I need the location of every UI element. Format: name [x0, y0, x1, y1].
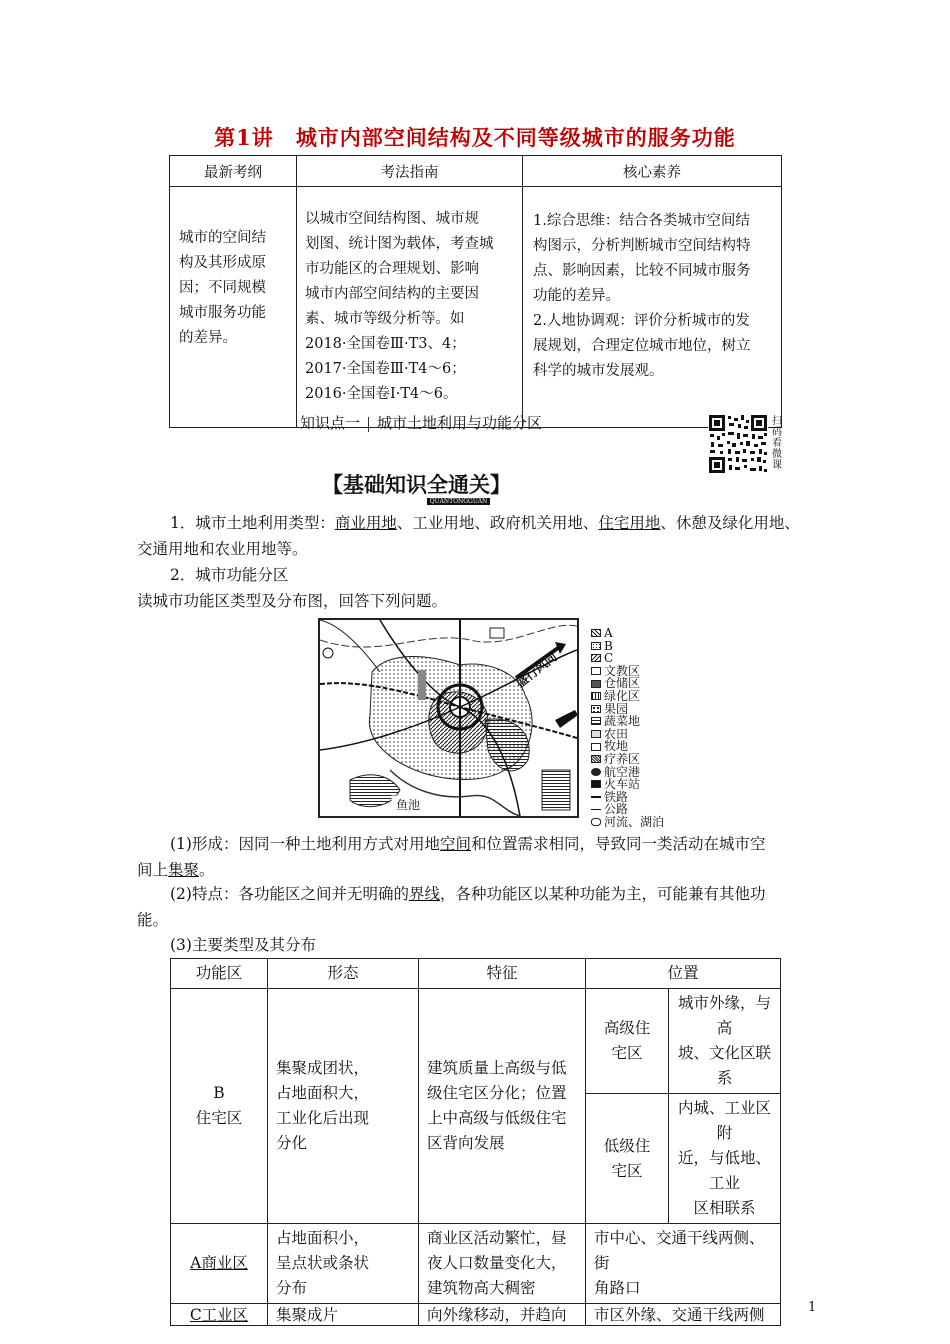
- syllabus-cell: 城市的空间结 构及其形成原 因；不同规模 城市服务功能 的差异。: [170, 187, 297, 428]
- literacy-cell: 1.综合思维：结合各类城市空间结 构图示，分析判断城市空间结构特 点、影响因素，比较不同城市服务 功能的差异。 2.人地协调观：评价分析城市的发 展规划，合理定位城市地位，树立 科学的城市发展观。: [523, 187, 782, 428]
- pond-label: 鱼池: [396, 798, 421, 812]
- table-cell: 集聚成片: [268, 1304, 419, 1326]
- table-cell: 向外缘移动，并趋向: [419, 1304, 586, 1326]
- legend-item: A: [591, 627, 664, 640]
- table-cell: 高级住 宅区: [586, 989, 669, 1094]
- table-header: 位置: [586, 959, 781, 989]
- table-header: 形态: [268, 959, 419, 989]
- table-header: 核心素养: [523, 156, 782, 187]
- table-cell: A商业区: [171, 1224, 268, 1304]
- table-cell: 集聚成团状， 占地面积大， 工业化后出现 分化: [268, 989, 419, 1224]
- syllabus-table: [169, 155, 782, 428]
- legend-item: B: [591, 640, 664, 653]
- function-zone-table: [170, 958, 781, 1326]
- table-header: 功能区: [171, 959, 268, 989]
- table-cell: 商业区活动繁忙，昼 夜人口数量变化大， 建筑物高大稠密: [419, 1224, 586, 1304]
- table-cell: 低级住 宅区: [586, 1094, 669, 1224]
- legend-item: 火车站: [591, 778, 664, 791]
- legend-item: 仓储区: [591, 677, 664, 690]
- table-header: 最新考纲: [170, 156, 297, 187]
- formation-paragraph: (1)形成：因同一种土地利用方式对用地空间和位置需求相同，导致同一类活动在城市空: [170, 835, 766, 853]
- legend-item: 航空港: [591, 766, 664, 779]
- table-cell: 市中心、交通干线两侧、街 角路口: [586, 1224, 781, 1304]
- legend-item: 河流、湖泊: [591, 816, 664, 829]
- legend-item: 公路: [591, 803, 664, 816]
- knowledge-point-heading: 知识点一 城市土地利用与功能分区: [300, 414, 543, 432]
- table-cell: 建筑质量上高级与低 级住宅区分化；位置 上中高级与低级住宅 区背向发展: [419, 989, 586, 1224]
- table-cell: 内城、工业区附 近，与低地、工业 区相联系: [669, 1094, 781, 1224]
- instruction-text: 读城市功能区类型及分布图，回答下列问题。: [137, 592, 448, 610]
- table-cell: B 住宅区: [171, 989, 268, 1224]
- legend-item: 蔬菜地: [591, 715, 664, 728]
- page-number: 1: [808, 1300, 817, 1315]
- table-header: 特征: [419, 959, 586, 989]
- land-use-paragraph: 1．城市土地利用类型：商业用地、工业用地、政府机关用地、住宅用地、休憩及绿化用地、: [170, 514, 800, 532]
- banner-highlight: 全通关 QUANTONGGUAN: [427, 472, 490, 505]
- function-zone-heading: 2．城市功能分区: [170, 566, 289, 584]
- page-title: 第1讲 城市内部空间结构及不同等级城市的服务功能: [214, 125, 736, 150]
- legend-item: 农田: [591, 728, 664, 741]
- map-legend: [591, 627, 664, 829]
- legend-item: C: [591, 652, 664, 665]
- table-cell: C工业区: [171, 1304, 268, 1326]
- legend-item: 文教区: [591, 665, 664, 678]
- qr-code-icon[interactable]: [708, 414, 768, 474]
- legend-item: 绿化区: [591, 690, 664, 703]
- land-use-paragraph-cont: 交通用地和农业用地等。: [137, 540, 308, 558]
- formation-paragraph-cont: 间上集聚。: [137, 861, 215, 879]
- table-cell: 城市外缘，与高 坡、文化区联系: [669, 989, 781, 1094]
- table-cell: 市区外缘、交通干线两侧: [586, 1304, 781, 1326]
- legend-item: 铁路: [591, 791, 664, 804]
- legend-item: 果园: [591, 703, 664, 716]
- types-heading: (3)主要类型及其分布: [170, 936, 316, 954]
- city-function-map: [318, 618, 579, 818]
- features-paragraph: (2)特点：各功能区之间并无明确的界线，各种功能区以某种功能为主，可能兼有其他功: [170, 885, 766, 903]
- table-header: 考法指南: [297, 156, 523, 187]
- wind-label: 盛行风向: [513, 649, 560, 691]
- table-cell: 占地面积小， 呈点状或条状 分布: [268, 1224, 419, 1304]
- features-paragraph-cont: 能。: [137, 911, 169, 929]
- section-banner: 【基础知识全通关 QUANTONGGUAN 】: [322, 469, 511, 499]
- legend-item: 疗养区: [591, 753, 664, 766]
- scan-caption: 扫 码 看 微 课: [772, 416, 782, 471]
- legend-item: 牧地: [591, 740, 664, 753]
- method-cell: 以城市空间结构图、城市规 划图、统计图为载体，考查城 市功能区的合理规划、影响 城市内部空间结构的主要因 素、城市等级分析等。如 2018·全国卷Ⅲ·T3、4； 2017·全国卷Ⅲ·T4～6； 2016·全国卷Ⅰ·T4～6。: [297, 187, 523, 428]
